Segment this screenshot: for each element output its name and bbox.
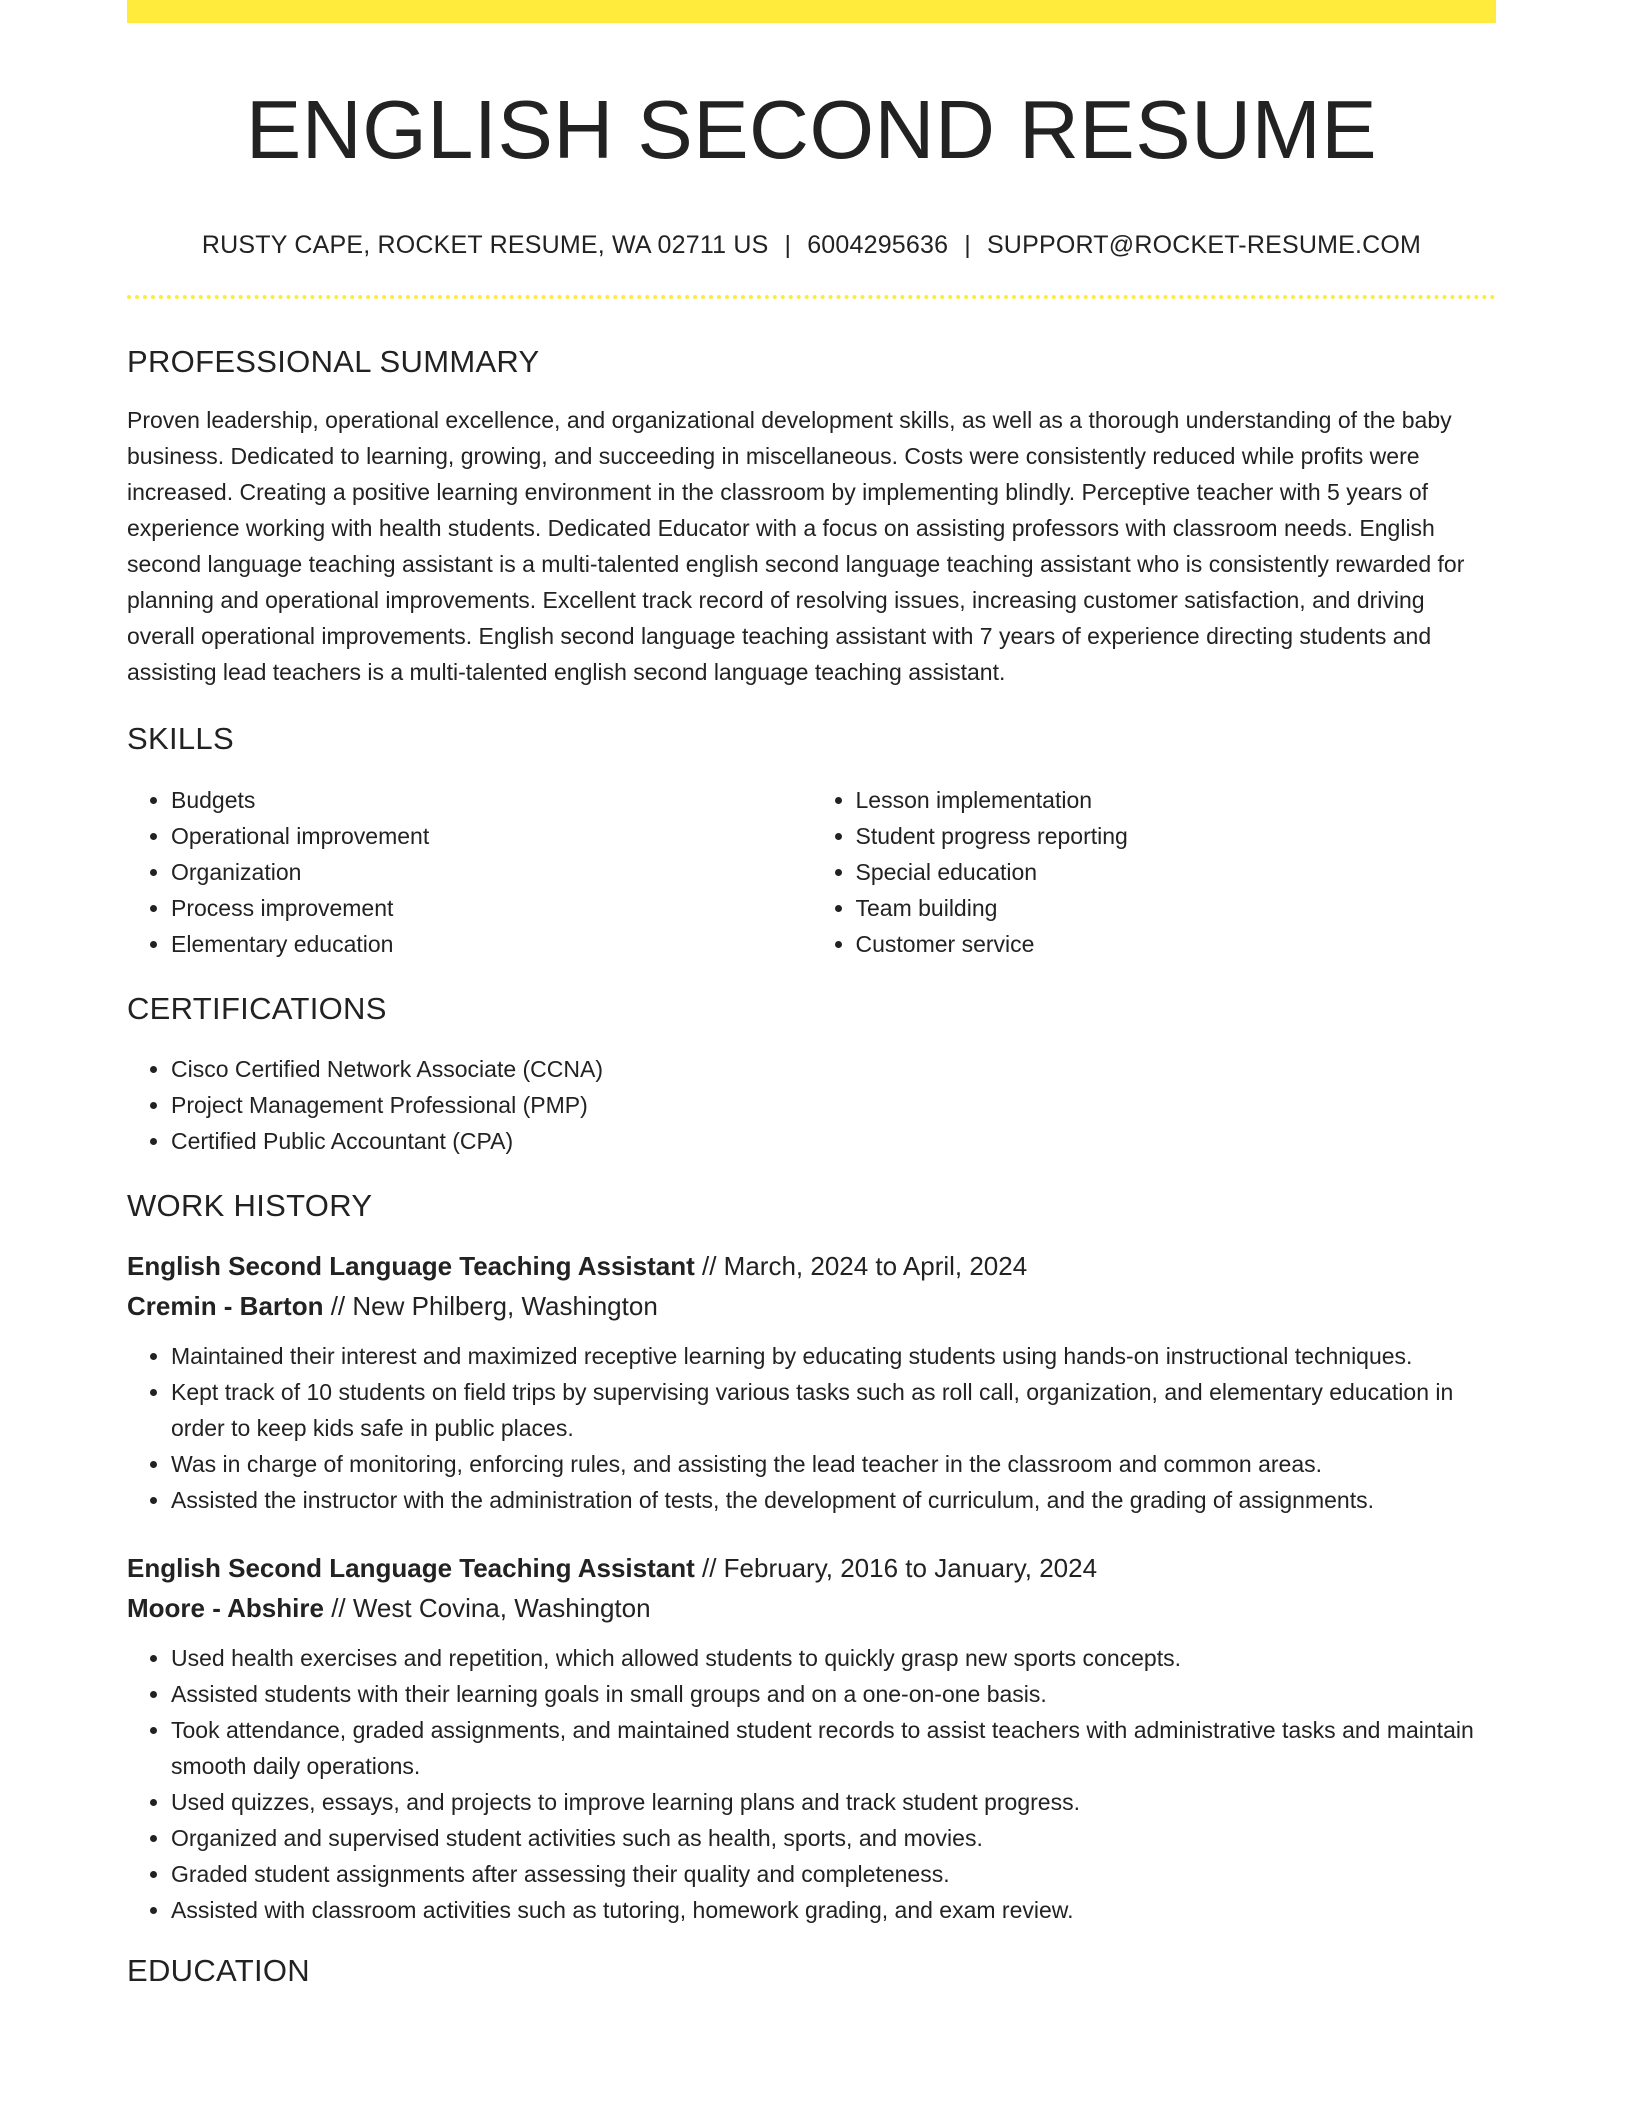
job-bullet: • Assisted the instructor with the administration of tests, the development of curriculum, and the grading of assignments. xyxy=(171,1482,1496,1518)
dotted-divider xyxy=(127,295,1496,299)
contact-separator: | xyxy=(964,231,971,260)
contact-address: RUSTY CAPE, ROCKET RESUME, WA 02711 US xyxy=(201,231,769,260)
job-company-line xyxy=(127,1286,1496,1326)
job-bullet: • Took attendance, graded assignments, and maintained student records to assist teachers with administrative tasks and maintain smooth daily operations. xyxy=(171,1712,1496,1784)
skill-item: • Process improvement xyxy=(171,890,812,926)
skill-item: • Lesson implementation xyxy=(856,782,1497,818)
skill-item: • Operational improvement xyxy=(171,818,812,854)
contact-phone: 6004295636 xyxy=(807,231,949,260)
job-bullet: • Used quizzes, essays, and projects to improve learning plans and track student progress. xyxy=(171,1784,1496,1820)
skill-item: • Elementary education xyxy=(171,926,812,962)
job-bullet: • Kept track of 10 students on field trips by supervising various tasks such as roll call, organization, and elementary education in order to keep kids safe in public places. xyxy=(171,1374,1496,1446)
job-bullet: • Was in charge of monitoring, enforcing rules, and assisting the lead teacher in the classroom and common areas. xyxy=(171,1446,1496,1482)
job-bullets xyxy=(127,1640,1496,1928)
skills-grid xyxy=(127,782,1496,962)
skill-item: • Budgets xyxy=(171,782,812,818)
job-bullet: • Assisted with classroom activities such as tutoring, homework grading, and exam review. xyxy=(171,1892,1496,1928)
certification-item: • Certified Public Accountant (CPA) xyxy=(171,1123,1496,1159)
job-title: English Second Language Teaching Assistant xyxy=(127,1251,695,1282)
professional-summary-section xyxy=(127,343,1496,690)
job-company: Cremin - Barton xyxy=(127,1291,324,1322)
certifications-list xyxy=(127,1051,1496,1159)
resume-title: ENGLISH SECOND RESUME xyxy=(245,83,1378,176)
job-location: // New Philberg, Washington xyxy=(330,1291,658,1322)
skill-item: • Student progress reporting xyxy=(856,818,1497,854)
contact-separator: | xyxy=(784,231,792,260)
summary-text: Proven leadership, operational excellence, and organizational development skills, as well as a thorough understanding of the baby business. Dedicated to learning, growing, and succeeding in miscellaneous. Costs were consistently reduced while profits were increased. Creating a positive learning environment in the classroom by implementing blindly. Perceptive teacher with 5 years of experience working with health students. Dedicated Educator with a focus on assisting professors with classroom needs. English second language teaching assistant is a multi-talented english second language teaching assistant who is consistently rewarded for planning and operational improvements. Excellent track record of resolving issues, increasing customer satisfaction, and driving overall operational improvements. English second language teaching assistant with 7 years of experience directing students and assisting lead teachers is a multi-talented english second language teaching assistant. xyxy=(127,407,1465,686)
job-company-line xyxy=(127,1588,1496,1628)
work-history-section xyxy=(127,1187,1496,1928)
job-title-line xyxy=(127,1548,1496,1588)
job-bullet: • Assisted students with their learning goals in small groups and on a one-on-one basis. xyxy=(171,1676,1496,1712)
section-heading: WORK HISTORY xyxy=(127,1187,373,1223)
job-company: Moore - Abshire xyxy=(127,1593,324,1624)
skills-section xyxy=(127,720,1496,961)
job-location: // West Covina, Washington xyxy=(331,1593,651,1624)
skills-column-left xyxy=(127,782,812,962)
section-heading: PROFESSIONAL SUMMARY xyxy=(127,344,540,380)
job-bullet: • Graded student assignments after assessing their quality and completeness. xyxy=(171,1856,1496,1892)
job-dates: // February, 2016 to January, 2024 xyxy=(702,1553,1098,1584)
job-title-line xyxy=(127,1246,1496,1286)
job-bullet: • Maintained their interest and maximized receptive learning by educating students using hands-on instructional techniques. xyxy=(171,1338,1496,1374)
skill-item: • Special education xyxy=(856,854,1497,890)
skill-item: • Organization xyxy=(171,854,812,890)
skills-list-right xyxy=(812,782,1497,962)
certifications-section xyxy=(127,990,1496,1159)
skills-list-left xyxy=(127,782,812,962)
section-heading: SKILLS xyxy=(127,721,234,757)
resume-page xyxy=(127,0,1496,1989)
job-bullet: • Used health exercises and repetition, which allowed students to quickly grasp new sports concepts. xyxy=(171,1640,1496,1676)
section-heading: CERTIFICATIONS xyxy=(127,990,387,1026)
job-bullets xyxy=(127,1338,1496,1518)
job-entry xyxy=(127,1548,1496,1928)
job-entry xyxy=(127,1246,1496,1518)
section-heading: EDUCATION xyxy=(127,1953,310,1989)
certification-item: • Project Management Professional (PMP) xyxy=(171,1087,1496,1123)
job-dates: // March, 2024 to April, 2024 xyxy=(702,1251,1028,1282)
job-bullet: • Organized and supervised student activities such as health, sports, and movies. xyxy=(171,1820,1496,1856)
contact-email: SUPPORT@ROCKET-RESUME.COM xyxy=(986,231,1422,260)
certification-item: • Cisco Certified Network Associate (CCNA) xyxy=(171,1051,1496,1087)
skill-item: • Team building xyxy=(856,890,1497,926)
skill-item: • Customer service xyxy=(856,926,1497,962)
contact-line xyxy=(127,230,1496,260)
skills-column-right xyxy=(812,782,1497,962)
education-section xyxy=(127,1952,1496,1989)
job-title: English Second Language Teaching Assistant xyxy=(127,1553,695,1584)
accent-bar xyxy=(127,0,1496,23)
